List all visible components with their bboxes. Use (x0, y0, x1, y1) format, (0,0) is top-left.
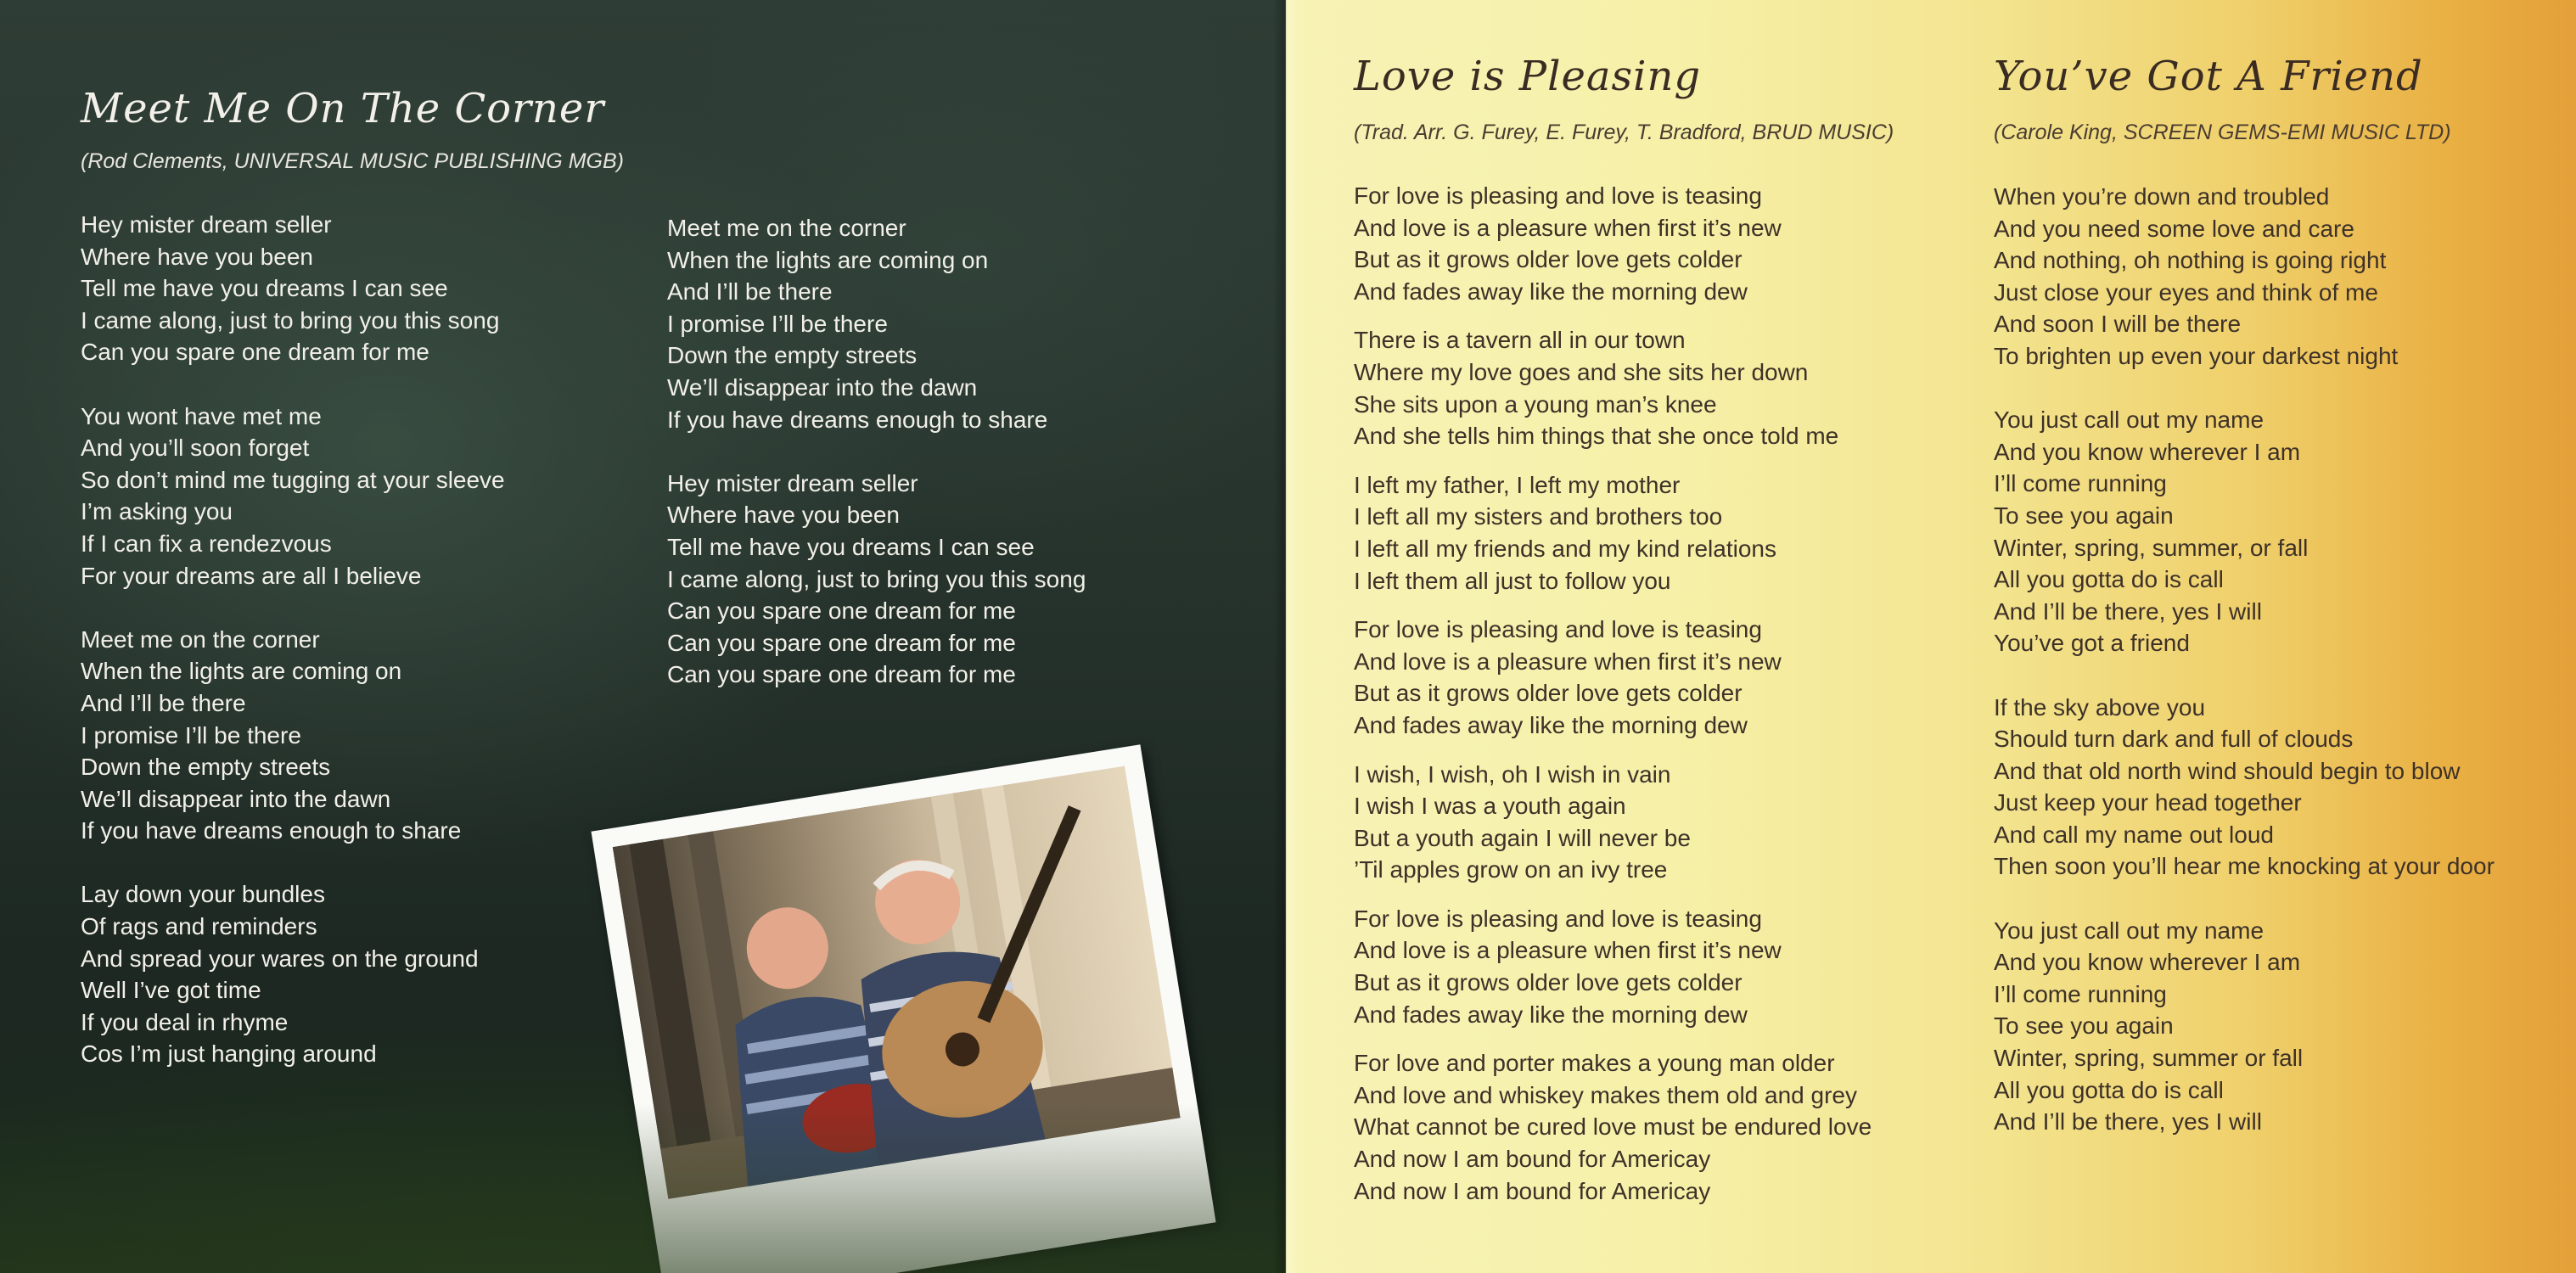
lyric-line: You just call out my name (1994, 917, 2265, 944)
lyric-line: Where my love goes and she sits her down (1354, 358, 1809, 385)
lyric-line: If you have dreams enough to share (667, 406, 1048, 433)
lyric-line: I wish I was a youth again (1354, 793, 1626, 820)
lyric-line: For love is pleasing and love is teasing (1354, 905, 1762, 932)
lyric-line: Tell me have you dreams I can see (667, 533, 1035, 560)
right-page (1286, 0, 2576, 1273)
lyric-line: Meet me on the corner (667, 215, 906, 241)
stanza (1354, 324, 1872, 451)
lyric-line: And you know wherever I am (1994, 949, 2301, 976)
stanza (667, 468, 1086, 691)
lyric-line: But as it grows older love gets colder (1354, 246, 1743, 273)
lyric-line: I left them all just to follow you (1354, 567, 1671, 594)
lyric-line: And I’ll be there, yes I will (1994, 597, 2262, 625)
lyric-line: You just call out my name (1994, 407, 2265, 434)
stanza (81, 401, 505, 592)
lyric-line: Lay down your bundles (81, 881, 325, 908)
stanza (667, 212, 1086, 435)
band-photo (591, 744, 1215, 1273)
lyric-line: Down the empty streets (81, 754, 331, 781)
lyric-line: Can you spare one dream for me (667, 661, 1016, 688)
lyric-line: When you’re down and troubled (1994, 183, 2330, 210)
lyric-line: And you need some love and care (1994, 215, 2354, 242)
lyric-line: You wont have met me (81, 402, 322, 429)
lyric-line: I came along, just to bring you this song (81, 306, 500, 334)
lyric-line: I’ll come running (1994, 980, 2167, 1007)
lyric-line: Tell me have you dreams I can see (81, 275, 448, 302)
lyric-line: So don’t mind me tugging at your sleeve (81, 466, 505, 493)
lyric-line: For your dreams are all I believe (81, 562, 422, 589)
stanza (81, 209, 505, 368)
lyric-line: She sits upon a young man’s knee (1354, 390, 1717, 418)
photo-musicians (613, 765, 1181, 1198)
stanza (81, 624, 505, 847)
lyric-line: I’ll come running (1994, 470, 2167, 497)
lyric-line: But as it grows older love gets colder (1354, 969, 1743, 996)
lyric-line: When the lights are coming on (667, 246, 989, 273)
lyric-line: And fades away like the morning dew (1354, 1001, 1748, 1028)
lyric-line: There is a tavern all in our town (1354, 327, 1686, 354)
lyric-line: Just keep your head together (1994, 789, 2302, 816)
lyric-line: I promise I’ll be there (81, 721, 301, 749)
lyric-line: Then soon you’ll hear me knocking at your door (1994, 853, 2495, 880)
lyric-line: And you know wherever I am (1994, 438, 2301, 465)
lyric-line: When the lights are coming on (81, 658, 402, 685)
stanza (1354, 1047, 1872, 1207)
lyric-line: And you’ll soon forget (81, 435, 310, 462)
lyric-line: Just close your eyes and think of me (1994, 278, 2378, 306)
stanza (81, 878, 505, 1070)
song-title-love-is-pleasing: Love is Pleasing (1354, 53, 1702, 100)
lyrics-love-is-pleasing (1354, 180, 1872, 1207)
stanza (1354, 903, 1872, 1030)
lyric-line: Can you spare one dream for me (667, 629, 1016, 656)
lyric-line: We’ll disappear into the dawn (667, 373, 978, 401)
lyric-line: For love is pleasing and love is teasing (1354, 182, 1762, 209)
lyric-line: If you have dreams enough to share (81, 817, 462, 844)
song-credit: (Trad. Arr. G. Furey, E. Furey, T. Bradford, BRUD MUSIC) (1354, 121, 1894, 144)
lyric-line: Winter, spring, summer, or fall (1994, 534, 2309, 561)
lyric-line: And she tells him things that she once told me (1354, 423, 1839, 450)
lyric-line: But as it grows older love gets colder (1354, 680, 1743, 707)
lyric-line: Hey mister dream seller (81, 211, 332, 238)
stanza (1354, 759, 1872, 886)
lyrics-column-2 (667, 212, 1086, 691)
lyrics-youve-got-a-friend (1994, 181, 2495, 1138)
song-credit: (Carole King, SCREEN GEMS-EMI MUSIC LTD) (1994, 121, 2451, 144)
lyric-line: Where have you been (81, 243, 313, 270)
lyric-line: And fades away like the morning dew (1354, 711, 1748, 738)
lyric-line: And I’ll be there, yes I will (1994, 1108, 2262, 1136)
lyric-line: And fades away like the morning dew (1354, 278, 1748, 305)
stanza (1354, 469, 1872, 597)
lyric-line: And now I am bound for Americay (1354, 1146, 1711, 1173)
left-page (0, 0, 1286, 1273)
lyric-line: For love is pleasing and love is teasing (1354, 616, 1762, 643)
lyric-line: To see you again (1994, 1012, 2174, 1040)
song-credit: (Rod Clements, UNIVERSAL MUSIC PUBLISHING MGB) (81, 149, 624, 173)
lyric-line: If you deal in rhyme (81, 1008, 289, 1035)
lyric-line: I wish, I wish, oh I wish in vain (1354, 760, 1671, 788)
lyric-line: You’ve got a friend (1994, 630, 2190, 657)
lyric-line: Cos I’m just hanging around (81, 1040, 377, 1068)
stanza (1994, 404, 2495, 659)
lyric-line: I promise I’ll be there (667, 310, 888, 337)
lyric-line: And I’ll be there (81, 689, 246, 716)
lyric-line: Meet me on the corner (81, 625, 320, 653)
song-title-meet-me-on-the-corner: Meet Me On The Corner (81, 85, 605, 132)
song-title-youve-got-a-friend: You’ve Got A Friend (1994, 53, 2423, 100)
lyric-line: I left my father, I left my mother (1354, 471, 1681, 498)
lyric-line: To see you again (1994, 502, 2174, 529)
lyric-line: And love is a pleasure when first it’s new (1354, 937, 1782, 964)
lyric-line: And love and whiskey makes them old and grey (1354, 1081, 1857, 1108)
lyric-line: And soon I will be there (1994, 311, 2242, 338)
lyric-line: I left all my friends and my kind relations (1354, 535, 1776, 562)
stanza (1994, 692, 2495, 883)
lyric-line: For love and porter makes a young man older (1354, 1050, 1835, 1077)
lyric-line: Hey mister dream seller (667, 469, 918, 496)
lyric-line: All you gotta do is call (1994, 566, 2224, 593)
lyric-line: To brighten up even your darkest night (1994, 342, 2399, 369)
lyric-line: If the sky above you (1994, 693, 2206, 721)
lyric-line: Should turn dark and full of clouds (1994, 726, 2354, 753)
lyric-line: All you gotta do is call (1994, 1076, 2224, 1103)
lyric-line: Can you spare one dream for me (667, 597, 1016, 625)
lyric-line: Can you spare one dream for me (81, 339, 429, 366)
lyric-line: I’m asking you (81, 498, 233, 525)
lyric-line: ’Til apples grow on an ivy tree (1354, 856, 1668, 883)
stanza (1994, 915, 2495, 1138)
lyric-line: And that old north wind should begin to blow (1994, 757, 2461, 784)
stanza (1354, 614, 1872, 741)
lyric-line: Down the empty streets (667, 342, 918, 369)
lyric-line: We’ll disappear into the dawn (81, 785, 391, 812)
lyric-line: I left all my sisters and brothers too (1354, 503, 1723, 530)
lyric-line: Where have you been (667, 502, 900, 529)
lyric-line: If I can fix a rendezvous (81, 530, 332, 557)
lyric-line: And spread your wares on the ground (81, 945, 479, 972)
lyrics-column-1 (81, 209, 505, 1070)
lyric-line: Well I’ve got time (81, 977, 261, 1004)
lyric-line: What cannot be cured love must be endured love (1354, 1113, 1872, 1141)
lyric-line: And love is a pleasure when first it’s new (1354, 648, 1782, 675)
lyric-line: I came along, just to bring you this song (667, 565, 1086, 592)
stanza (1354, 180, 1872, 307)
lyric-line: And nothing, oh nothing is going right (1994, 247, 2387, 274)
lyric-line: And I’ll be there (667, 278, 833, 306)
lyric-line: And love is a pleasure when first it’s new (1354, 214, 1782, 241)
stanza (1994, 181, 2495, 373)
lyric-line: But a youth again I will never be (1354, 824, 1691, 851)
lyric-line: Winter, spring, summer or fall (1994, 1045, 2304, 1072)
booklet-spine (1273, 0, 1299, 1273)
lyric-line: Of rags and reminders (81, 913, 317, 940)
lyric-line: And call my name out loud (1994, 821, 2274, 848)
lyric-line: And now I am bound for Americay (1354, 1177, 1711, 1204)
